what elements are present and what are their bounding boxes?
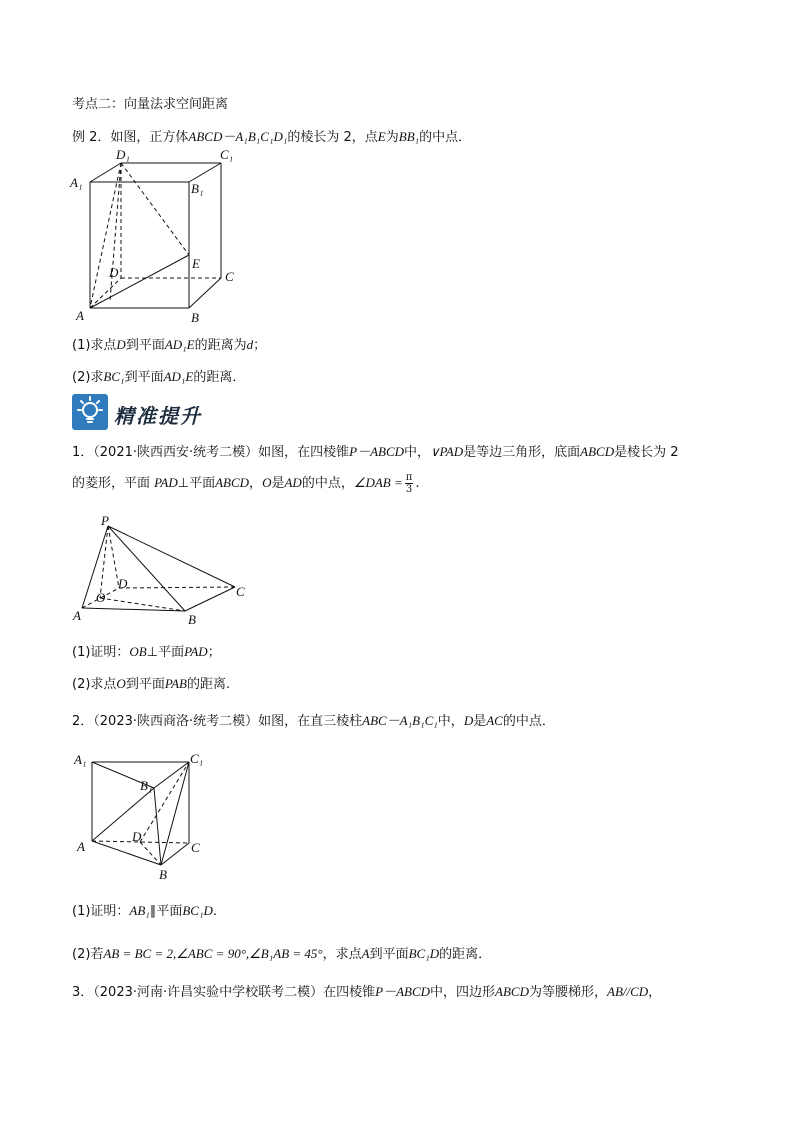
text: . xyxy=(212,904,218,919)
math: AD₁E xyxy=(163,369,194,384)
math: AD₁E xyxy=(164,337,195,352)
label-b: B xyxy=(188,612,196,627)
label-p: P xyxy=(101,513,109,528)
problem-2-question-1 xyxy=(72,902,217,921)
problem-1-question-1 xyxy=(72,643,221,662)
math-point: E xyxy=(377,129,386,144)
text: (1)证明： xyxy=(72,904,130,919)
math: AD xyxy=(284,475,302,490)
math: AB//CD xyxy=(607,984,649,999)
math: P－ABCD xyxy=(375,984,431,999)
text: 中，四边形 xyxy=(430,985,496,1000)
problem-1-question-2 xyxy=(72,675,230,694)
text: (1)求点 xyxy=(72,338,117,353)
math: ABC－A₁B₁C₁ xyxy=(362,713,438,728)
label-d: D xyxy=(109,265,119,280)
math: ABCD xyxy=(495,984,529,999)
cube-figure xyxy=(68,147,248,325)
math-solid: ABCD－A₁B₁C₁D₁ xyxy=(188,129,288,144)
text: 的距离. xyxy=(186,677,231,692)
example-2-question-1 xyxy=(72,336,266,355)
label-d: D xyxy=(132,829,142,844)
math: AB₁ xyxy=(129,903,150,918)
text: 如图，正方体 xyxy=(110,130,189,145)
text: 中， xyxy=(404,445,431,460)
text: 的距离． xyxy=(439,947,492,962)
problem-1-line-2 xyxy=(72,472,420,495)
label-a: A xyxy=(77,839,85,854)
text: (2)求点 xyxy=(72,677,117,692)
text: ∥平面 xyxy=(149,904,183,919)
label-a: A xyxy=(73,608,81,623)
prism-figure xyxy=(72,748,222,888)
text: 到平面 xyxy=(369,947,409,962)
text: 的中点． xyxy=(502,714,555,729)
banner-title: 精准提升 xyxy=(114,404,202,428)
text: 到平面 xyxy=(125,677,165,692)
text: (1)证明： xyxy=(72,645,130,660)
example-2-statement xyxy=(72,128,471,147)
math: O xyxy=(116,676,126,691)
text: 到平面 xyxy=(124,370,164,385)
math: P－ABCD xyxy=(349,444,405,459)
problem-2-line-1 xyxy=(72,712,555,731)
label-c1: C₁ xyxy=(220,147,234,162)
example-label: 例 2． xyxy=(72,130,111,145)
text: 是 xyxy=(271,476,285,491)
label-e: E xyxy=(192,256,200,271)
example-2-question-2 xyxy=(72,368,245,387)
text: ，求点 xyxy=(322,947,362,962)
text: (2)求 xyxy=(72,370,104,385)
label-b1: B₁ xyxy=(191,181,204,196)
section-banner xyxy=(72,394,212,432)
text: 中， xyxy=(437,714,464,729)
label-d1: D₁ xyxy=(116,147,130,162)
math: PAD xyxy=(184,644,208,659)
lightbulb-icon xyxy=(72,394,108,430)
math: ABCD xyxy=(215,475,250,490)
label-c: C xyxy=(191,840,200,855)
label-d: D xyxy=(118,576,128,591)
label-b: B xyxy=(159,867,167,882)
math: BC₁ xyxy=(103,369,125,384)
math: AC xyxy=(486,713,503,728)
denominator: 3 xyxy=(405,484,413,495)
math: D xyxy=(116,337,126,352)
math-segment: BB₁ xyxy=(398,129,420,144)
text: 的中点． xyxy=(419,130,472,145)
label-c: C xyxy=(225,269,234,284)
math: D xyxy=(463,713,474,728)
pyramid-figure xyxy=(70,513,260,627)
math: d xyxy=(246,337,254,352)
problem-1-line-1 xyxy=(72,443,679,462)
numerator: π xyxy=(405,472,413,483)
text: ⊥平面 xyxy=(146,645,185,660)
math: PAB xyxy=(164,676,187,691)
math: A xyxy=(361,946,370,961)
label-b1: B₁ xyxy=(140,778,153,793)
text: 的棱长为 2，点 xyxy=(287,130,378,145)
text: 为 xyxy=(385,130,399,145)
label-a: A xyxy=(76,308,84,323)
math: PAD xyxy=(154,475,178,490)
text: 的菱形，平面 xyxy=(72,476,151,491)
math: ∨PAD xyxy=(430,444,464,459)
label-c: C xyxy=(236,584,245,599)
label-c1: C₁ xyxy=(190,751,204,766)
text: ， xyxy=(249,476,263,491)
math: BC₁D xyxy=(182,903,213,918)
math: BC₁D xyxy=(408,946,440,961)
text: 为等腰梯形， xyxy=(528,985,607,1000)
text: 2．（2023·陕西商洛·统考二模）如图，在直三棱柱 xyxy=(72,714,363,729)
math: OB xyxy=(129,644,147,659)
math: ABCD xyxy=(580,444,615,459)
text: 的距离为 xyxy=(194,338,247,353)
fraction xyxy=(405,472,414,495)
text: 的距离． xyxy=(193,370,246,385)
text: 1．（2021·陕西西安·统考二模）如图，在四棱锥 xyxy=(72,445,350,460)
label-o: O xyxy=(96,590,106,605)
text: 是 xyxy=(473,714,487,729)
text: ； xyxy=(207,645,221,660)
problem-2-question-2 xyxy=(72,945,491,964)
section-heading: 考点二：向量法求空间距离 xyxy=(72,97,229,112)
text: (2)若 xyxy=(72,947,104,962)
text: 3．（2023·河南·许昌实验中学校联考二模）在四棱锥 xyxy=(72,985,376,1000)
text: . xyxy=(415,476,420,491)
math: ∠DAB = xyxy=(353,475,403,490)
text: 是棱长为 2 xyxy=(614,445,679,460)
text: 的中点， xyxy=(301,476,354,491)
problem-3-line-1 xyxy=(72,983,661,1002)
label-a1: A₁ xyxy=(70,175,83,190)
math: O xyxy=(262,475,272,490)
label-a1: A₁ xyxy=(74,752,87,767)
text: ⊥平面 xyxy=(177,476,216,491)
text: ； xyxy=(253,338,267,353)
text: 是等边三角形，底面 xyxy=(463,445,581,460)
text: ， xyxy=(648,985,662,1000)
math: AB = BC = 2,∠ABC = 90°,∠B₁AB = 45° xyxy=(103,946,323,961)
label-b: B xyxy=(191,310,199,325)
text: 到平面 xyxy=(125,338,165,353)
